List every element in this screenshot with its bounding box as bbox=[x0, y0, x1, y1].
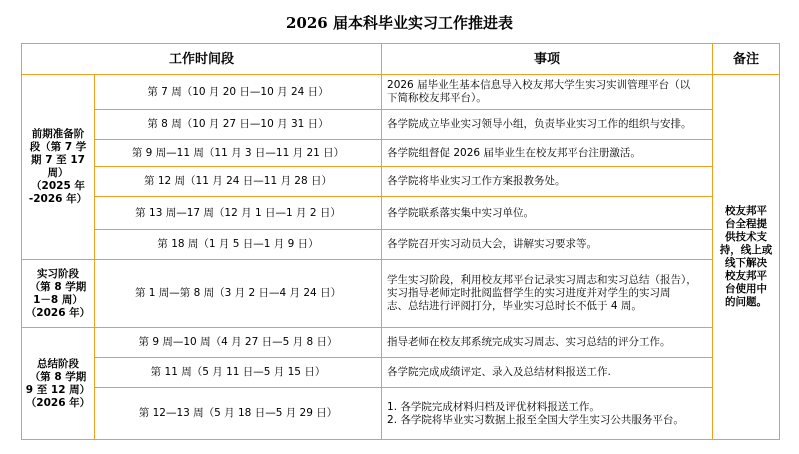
week-cell: 第 11 周（5 月 11 日—5 月 15 日） bbox=[95, 358, 382, 388]
week-cell: 第 8 周（10 月 27 日—10 月 31 日） bbox=[95, 110, 382, 140]
week-cell: 第 9 周—10 周（4 月 27 日—5 月 8 日） bbox=[95, 328, 382, 358]
remark-cell: 校友邦平 台全程提 供技术支 持，线上或 线下解决 校友邦平 台使用中 的问题。 bbox=[713, 75, 780, 440]
table-row bbox=[22, 197, 780, 230]
week-cell: 第 13 周—17 周（12 月 1 日—1 月 2 日） bbox=[95, 197, 382, 230]
table-row bbox=[22, 75, 780, 110]
week-cell: 第 9 周—11 周（11 月 3 日—11 月 21 日） bbox=[95, 140, 382, 167]
week-cell: 第 12—13 周（5 月 18 日—5 月 29 日） bbox=[95, 388, 382, 440]
week-cell: 第 7 周（10 月 20 日—10 月 24 日） bbox=[95, 75, 382, 110]
header-remark: 备注 bbox=[713, 44, 780, 75]
task-cell: 各学院将毕业实习工作方案报教务处。 bbox=[382, 167, 713, 197]
page-title: 2026 届本科毕业实习工作推进表 bbox=[286, 14, 513, 32]
header-matter: 事项 bbox=[382, 44, 713, 75]
table-row bbox=[22, 260, 780, 328]
table-row bbox=[22, 140, 780, 167]
phase-cell-prep: 前期准备阶 段（第 7 学 期 7 至 17 周） （2025 年 -2026 年） bbox=[22, 75, 95, 260]
task-cell: 各学院联系落实集中实习单位。 bbox=[382, 197, 713, 230]
task-cell: 1. 各学院完成材料归档及评优材料报送工作。 2. 各学院将毕业实习数据上报至全国大学生实习公共服务平台。 bbox=[382, 388, 713, 440]
task-cell: 学生实习阶段，利用校友邦平台记录实习周志和实习总结（报告）， 实习指导老师定时批阅监督学生的实习进度并对学生的实习周 志、总结进行评阅打分，毕业实习总时长不低于 4 周。 bbox=[382, 260, 713, 328]
header-row bbox=[22, 44, 780, 75]
task-cell: 2026 届毕业生基本信息导入校友邦大学生实习实训管理平台（以 下简称校友邦平台）。 bbox=[382, 75, 713, 110]
table-row bbox=[22, 167, 780, 197]
schedule-table bbox=[21, 43, 780, 440]
task-cell: 各学院组督促 2026 届毕业生在校友邦平台注册激活。 bbox=[382, 140, 713, 167]
table-row bbox=[22, 358, 780, 388]
week-cell: 第 18 周（1 月 5 日—1 月 9 日） bbox=[95, 230, 382, 260]
task-cell: 各学院完成成绩评定、录入及总结材料报送工作. bbox=[382, 358, 713, 388]
phase-cell-internship: 实习阶段 （第 8 学期 1－8 周） （2026 年） bbox=[22, 260, 95, 328]
week-cell: 第 12 周（11 月 24 日—11 月 28 日） bbox=[95, 167, 382, 197]
week-cell: 第 1 周—第 8 周（3 月 2 日—4 月 24 日） bbox=[95, 260, 382, 328]
header-period: 工作时间段 bbox=[22, 44, 382, 75]
phase-cell-summary: 总结阶段 （第 8 学期 9 至 12 周） （2026 年） bbox=[22, 328, 95, 440]
task-cell: 各学院成立毕业实习领导小组，负责毕业实习工作的组织与安排。 bbox=[382, 110, 713, 140]
table-row bbox=[22, 230, 780, 260]
table-row bbox=[22, 110, 780, 140]
table-row bbox=[22, 328, 780, 358]
task-cell: 各学院召开实习动员大会，讲解实习要求等。 bbox=[382, 230, 713, 260]
table-row bbox=[22, 388, 780, 440]
task-cell: 指导老师在校友邦系统完成实习周志、实习总结的评分工作。 bbox=[382, 328, 713, 358]
